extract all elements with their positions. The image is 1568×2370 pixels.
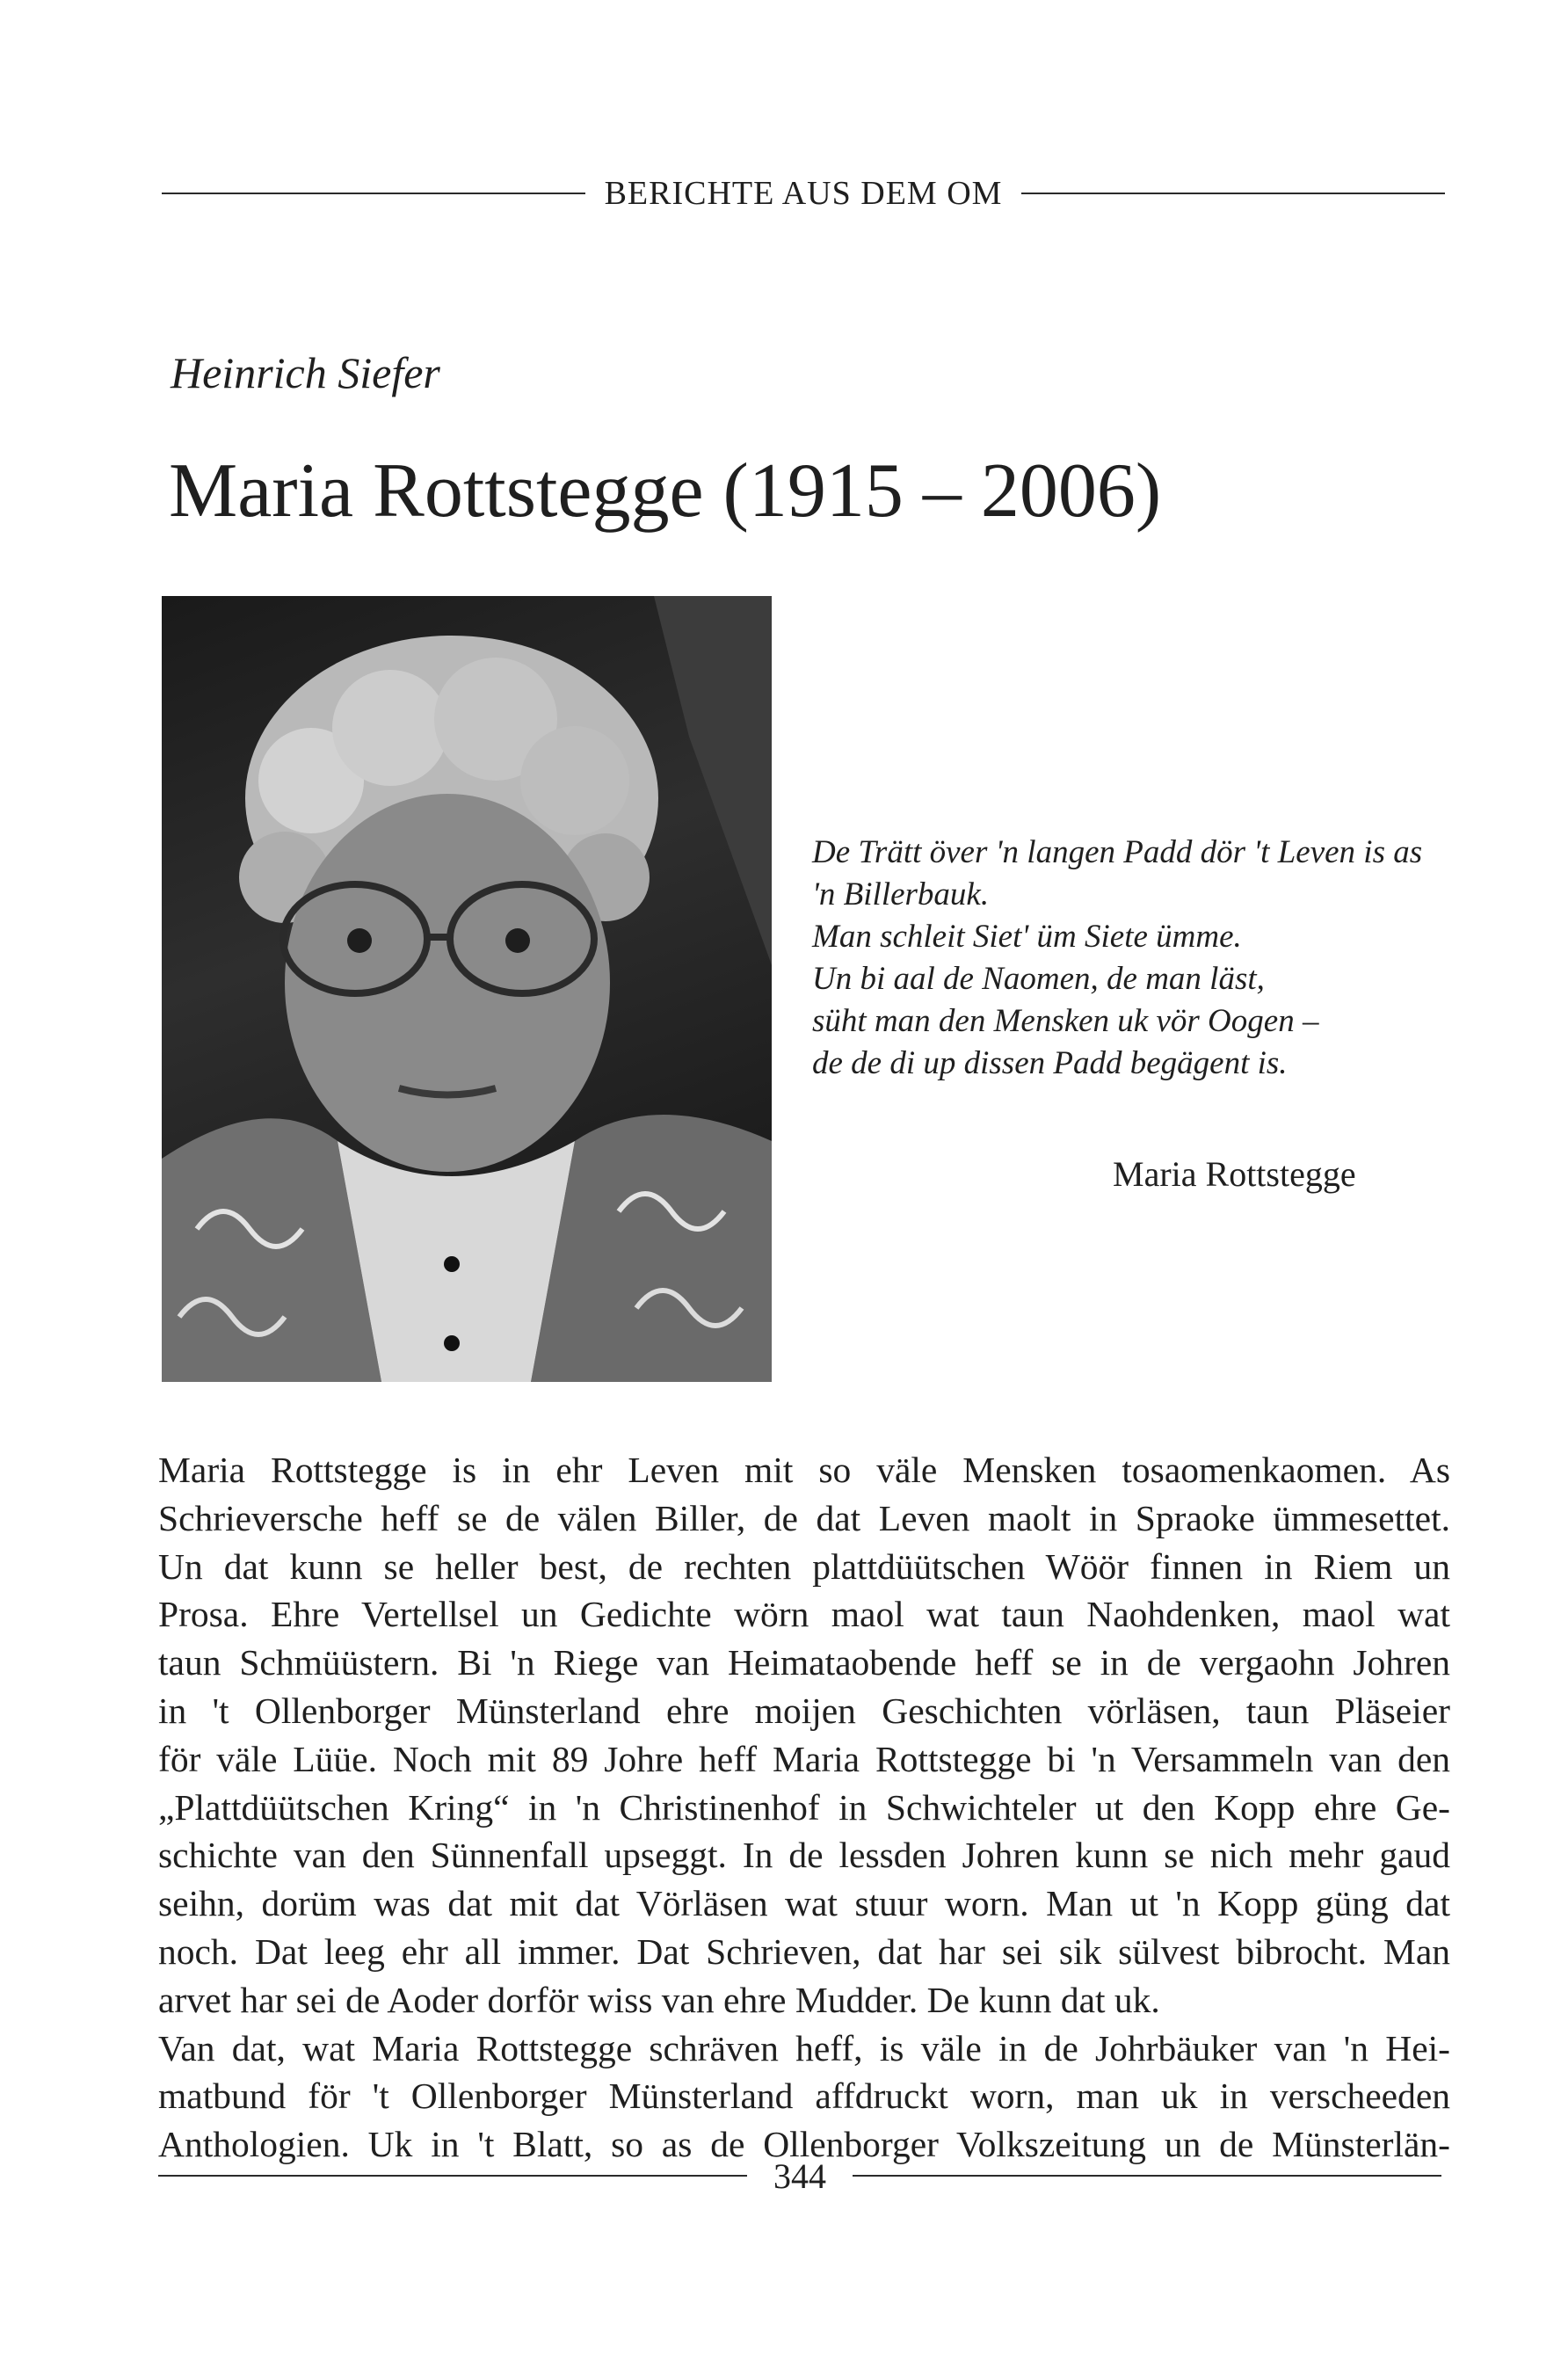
page-number: 344 — [773, 2156, 826, 2196]
running-title: BERICHTE AUS DEM OM — [604, 175, 1003, 212]
body-line: Prosa. Ehre Vertellsel un Gedichte wörn maol wat taun Naohdenken, maol wat — [158, 1594, 1450, 1635]
body-text — [158, 1446, 1450, 2169]
footer-rule-right — [853, 2175, 1441, 2177]
body-line: Van dat, wat Maria Rottstegge schräven heff, is väle in de Johrbäuker van 'n Hei- — [158, 2027, 1450, 2068]
poem-line: 'n Billerbauk. — [812, 876, 990, 912]
poem-line: De Trätt över 'n langen Padd dör 't Leven is as — [812, 834, 1423, 870]
page-footer — [158, 2151, 1441, 2200]
body-line: taun Schmüüstern. Bi 'n Riege van Heimataobende heff se in de vergaohn Johren — [158, 1642, 1450, 1683]
portrait-silhouette — [162, 596, 772, 1382]
body-line: Maria Rottstegge is in ehr Leven mit so väle Mensken tosaomenkaomen. As — [158, 1450, 1450, 1490]
body-line: Schrieversche heff se de välen Biller, de dat Leven maolt in Spraoke ümmesettet. — [158, 1497, 1450, 1538]
body-line: arvet har sei de Aoder dorför wiss van ehre Mudder. De kunn dat uk. — [158, 1979, 1160, 2020]
poem-signature: Maria Rottstegge — [1113, 1154, 1356, 1194]
footer-rule-left — [158, 2175, 747, 2177]
body-line: „Plattdüütschen Kring“ in 'n Christinenhof in Schwichteler ut den Kopp ehre Ge- — [158, 1786, 1450, 1828]
body-line: noch. Dat leeg ehr all immer. Dat Schrieven, dat har sei sik sülvest bibrocht. Man — [158, 1930, 1450, 1972]
header-rule-left — [162, 193, 585, 194]
poem — [812, 832, 1445, 1085]
body-line: in 't Ollenborger Münsterland ehre moijen Geschichten vörläsen, taun Pläseier — [158, 1690, 1450, 1731]
running-header — [162, 169, 1445, 218]
portrait-photo — [162, 596, 772, 1382]
poem-line: Man schleit Siet' üm Siete ümme. — [812, 919, 1242, 955]
body-line: matbund för 't Ollenborger Münsterland affdruckt worn, man uk in verscheeden — [158, 2076, 1450, 2117]
author-name: Heinrich Siefer — [171, 348, 440, 397]
body-line: Un dat kunn se heller best, de rechten plattdüütschen Wöör finnen in Riem un — [158, 1545, 1450, 1587]
article-title: Maria Rottstegge (1915 – 2006) — [169, 448, 1162, 534]
body-line: seihn, dorüm was dat mit dat Vörläsen wat stuur worn. Man ut 'n Kopp güng dat — [158, 1883, 1450, 1924]
header-rule-right — [1021, 193, 1445, 194]
body-line: Anthologien. Uk in 't Blatt, so as de Ollenborger Volkszeitung un de Münsterlän- — [158, 2124, 1450, 2165]
poem-line: de de di up dissen Padd begägent is. — [812, 1045, 1288, 1081]
poem-line: Un bi aal de Naomen, de man läst, — [812, 961, 1265, 997]
body-line: schichte van den Sünnenfall upseggt. In de lessden Johren kunn se nich mehr gaud — [158, 1835, 1450, 1876]
poem-line: süht man den Mensken uk vör Oogen – — [812, 1003, 1319, 1039]
body-line: för väle Lüüe. Noch mit 89 Johre heff Maria Rottstegge bi 'n Versammeln van den — [158, 1738, 1450, 1779]
